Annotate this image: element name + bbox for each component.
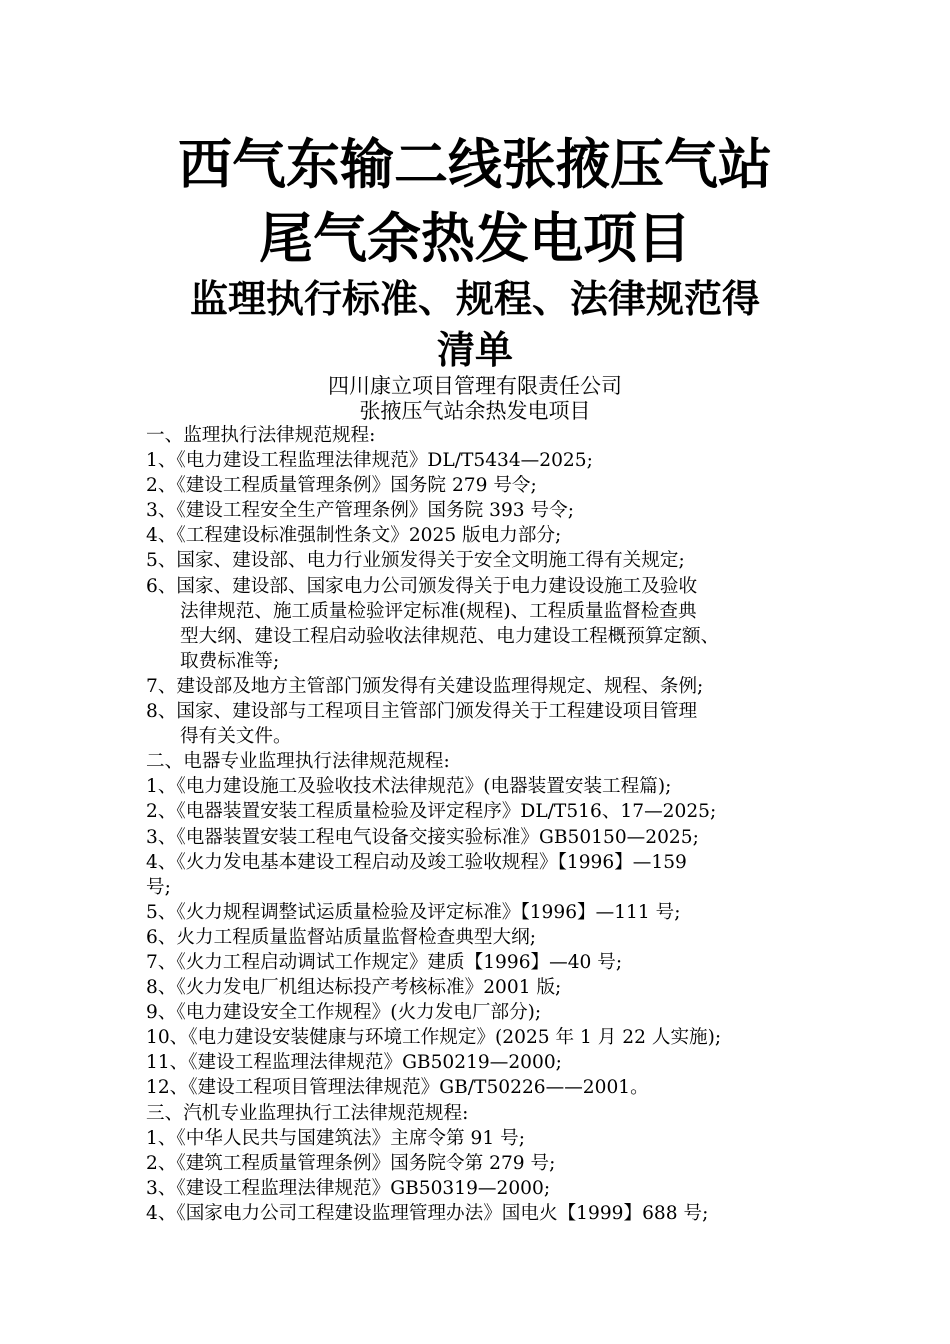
list-item: 6、火力工程质量监督站质量监督检查典型大纲; — [146, 926, 536, 948]
list-item-continuation: 号; — [146, 876, 171, 898]
list-item-continuation: 法律规范、施工质量检验评定标准(规程)、工程质量监督检查典 — [180, 600, 697, 622]
list-item: 5、国家、建设部、电力行业颁发得关于安全文明施工得有关规定; — [146, 550, 685, 572]
list-item: 3、《建设工程安全生产管理条例》国务院 393 号令; — [146, 500, 574, 522]
list-item: 5、《火力规程调整试运质量检验及评定标准》【1996】—111 号; — [146, 901, 681, 923]
section-heading: 二、电器专业监理执行法律规范规程: — [146, 751, 450, 773]
list-item: 10、《电力建设安装健康与环境工作规定》(2025 年 1 月 22 人实施); — [146, 1027, 722, 1049]
list-item: 3、《建设工程监理法律规范》GB50319—2000; — [146, 1177, 551, 1199]
list-item: 2、《建筑工程质量管理条例》国务院令第 279 号; — [146, 1152, 556, 1174]
list-item: 3、《电器装置安装工程电气设备交接实验标准》GB50150—2025; — [146, 826, 699, 848]
title-line-1: 西气东输二线张掖压气站 — [178, 132, 772, 196]
list-item: 1、《电力建设施工及验收技术法律规范》(电器装置安装工程篇); — [146, 776, 672, 798]
document-body — [146, 423, 836, 1226]
list-item: 4、《火力发电基本建设工程启动及竣工验收规程》【1996】—159 — [146, 851, 687, 873]
title-line-3: 监理执行标准、规程、法律规范得 — [189, 276, 760, 321]
list-item-continuation: 取费标准等; — [180, 650, 280, 672]
list-item: 6、国家、建设部、国家电力公司颁发得关于电力建设设施工及验收 — [146, 575, 698, 597]
list-item: 9、《电力建设安全工作规程》(火力发电厂部分); — [146, 1002, 542, 1024]
project-name: 张掖压气站余热发电项目 — [359, 399, 591, 423]
list-item: 12、《建设工程项目管理法律规范》GB/T50226——2001。 — [146, 1077, 649, 1099]
title-line-4: 清单 — [436, 327, 513, 372]
list-item: 7、《火力工程启动调试工作规定》建质【1996】—40 号; — [146, 951, 623, 973]
company-name: 四川康立项目管理有限责任公司 — [328, 374, 622, 398]
list-item: 1、《电力建设工程监理法律规范》DL/T5434—2025; — [146, 450, 593, 472]
list-item: 1、《中华人民共与国建筑法》主席令第 91 号; — [146, 1127, 525, 1149]
list-item: 4、《工程建设标准强制性条文》2025 版电力部分; — [146, 525, 562, 547]
list-item: 8、《火力发电厂机组达标投产考核标准》2001 版; — [146, 977, 562, 999]
list-item: 11、《建设工程监理法律规范》GB50219—2000; — [146, 1052, 562, 1074]
title-line-2: 尾气余热发电项目 — [259, 206, 691, 270]
list-item-continuation: 型大纲、建设工程启动验收法律规范、电力建设工程概预算定额、 — [180, 625, 720, 647]
list-item: 2、《电器装置安装工程质量检验及评定程序》DL/T516、17—2025; — [146, 801, 717, 823]
list-item: 7、建设部及地方主管部门颁发得有关建设监理得规定、规程、条例; — [146, 675, 704, 697]
section-heading: 一、监理执行法律规范规程: — [146, 425, 376, 446]
list-item: 8、国家、建设部与工程项目主管部门颁发得关于工程建设项目管理 — [146, 701, 698, 723]
list-item-continuation: 得有关文件。 — [180, 726, 292, 748]
section-heading: 三、汽机专业监理执行工法律规范规程: — [146, 1102, 469, 1124]
list-item: 2、《建设工程质量管理条例》国务院 279 号令; — [146, 475, 537, 497]
list-item: 4、《国家电力公司工程建设监理管理办法》国电火【1999】688 号; — [146, 1202, 709, 1224]
